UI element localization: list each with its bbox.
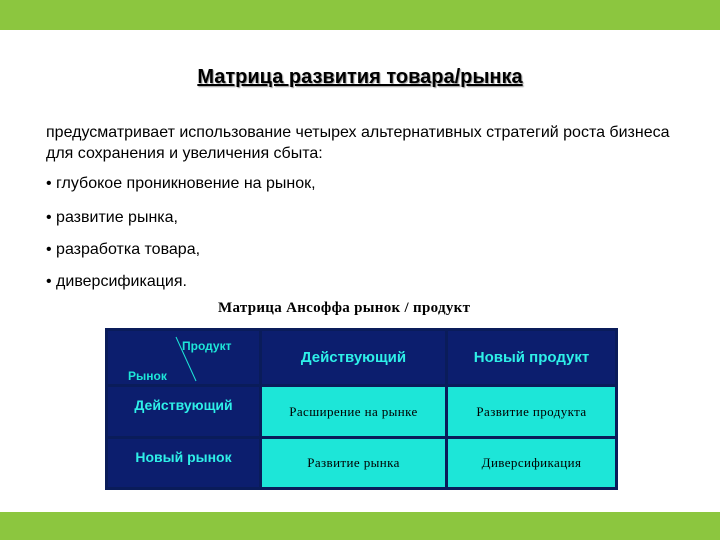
bottom-accent-bar <box>0 512 720 540</box>
bullet-item: • глубокое проникновение на рынок, <box>46 175 316 192</box>
cell-market-penetration: Расширение на рынке <box>262 387 445 436</box>
intro-paragraph: предусматривает использование четырех альтернативных стратегий роста бизнеса для сохранения и увеличения сбыта: <box>46 124 670 162</box>
cell-market-development: Развитие рынка <box>262 439 445 487</box>
col-header-new-product: Новый продукт <box>448 331 615 384</box>
corner-product-label: Продукт <box>182 339 232 353</box>
matrix-corner-cell <box>108 331 259 384</box>
col-header-existing: Действующий <box>262 331 445 384</box>
slide-title: Матрица развития товара/рынка <box>197 66 523 88</box>
cell-product-development: Развитие продукта <box>448 387 615 436</box>
cell-diversification: Диверсификация <box>448 439 615 487</box>
corner-market-label: Рынок <box>128 369 167 383</box>
top-accent-bar <box>0 0 720 30</box>
bullet-item: • диверсификация. <box>46 273 187 290</box>
bullet-item: • развитие рынка, <box>46 209 178 226</box>
bullet-item: • разработка товара, <box>46 241 201 258</box>
ansoff-matrix <box>105 328 618 490</box>
row-header-existing: Действующий <box>108 387 259 436</box>
row-header-new-market: Новый рынок <box>108 439 259 487</box>
matrix-caption: Матрица Ансоффа рынок / продукт <box>218 300 471 316</box>
